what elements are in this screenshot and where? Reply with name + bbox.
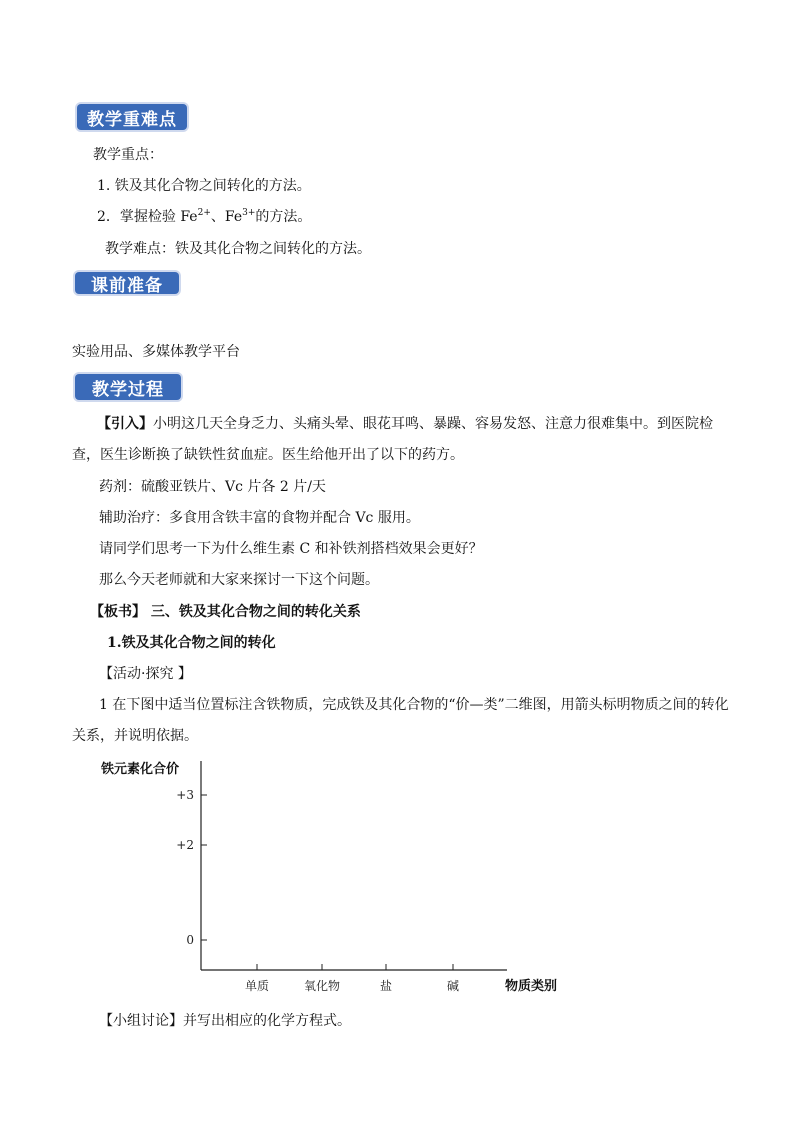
question-text: 请同学们思考一下为什么维生素 C 和补铁剂搭档效果会更好？ [99,541,483,557]
section-heading-difficulties: 教学重难点 [77,104,187,130]
valence-category-chart [95,755,575,1000]
x-tick-label: 单质 [244,979,270,993]
transition-text: 那么今天老师就和大家来探讨一下这个问题。 [99,572,379,588]
auxiliary-text: 辅助治疗：多食用含铁丰富的食物并配合 Vc 服用。 [99,510,420,526]
discussion-text: 【小组讨论】并写出相应的化学方程式。 [99,1013,351,1029]
key-point-item-2: 2．掌握检验 $Fe^{2+}$、$Fe^{3+}$的方法。 [97,208,312,225]
y-tick-label: +2 [176,838,194,852]
intro-line-2: 查，医生诊断换了缺铁性贫血症。医生给他开出了以下的药方。 [72,447,464,463]
key-point-item-1: 1. 铁及其化合物之间转化的方法。 [97,178,311,194]
y-tick-label: 0 [186,933,194,947]
subheading-text: 1.铁及其化合物之间的转化 [107,635,276,651]
difficulty-text: 教学难点：铁及其化合物之间转化的方法。 [105,241,371,257]
x-tick-label: 盐 [379,979,393,993]
section-heading-preparation: 课前准备 [75,272,179,294]
activity-text: 【活动·探究 】 [99,666,192,682]
y-axis-label: 铁元素化合价 [101,762,180,777]
x-tick-label: 碱 [446,979,460,993]
board-text: 【板书】 三、铁及其化合物之间的转化关系 [90,604,361,620]
section-heading-process: 教学过程 [75,374,181,400]
medicine-text: 药剂：硫酸亚铁片、Vc 片各 2 片/天 [99,479,326,495]
intro-tag: 【引入】 [97,416,153,432]
x-tick-label: 氧化物 [303,979,341,993]
superscript-charge: 2+ [197,208,211,218]
task-line-1: 1 在下图中适当位置标注含铁物质，完成铁及其化合物的“价—类”二维图，用箭头标明物质之间的转化 [99,697,729,713]
x-axis-label: 物质类别 [505,979,558,994]
key-points-label: 教学重点： [93,147,163,163]
task-line-2: 关系，并说明依据。 [72,728,198,744]
y-tick-label: +3 [176,788,194,802]
superscript-charge: 3+ [242,208,256,218]
preparation-text: 实验用品、多媒体教学平台 [72,344,240,360]
intro-line-1: 【引入】小明这几天全身乏力、头痛头晕、眼花耳鸣、暴躁、容易发怒、注意力很难集中。到医院检 [97,416,713,432]
